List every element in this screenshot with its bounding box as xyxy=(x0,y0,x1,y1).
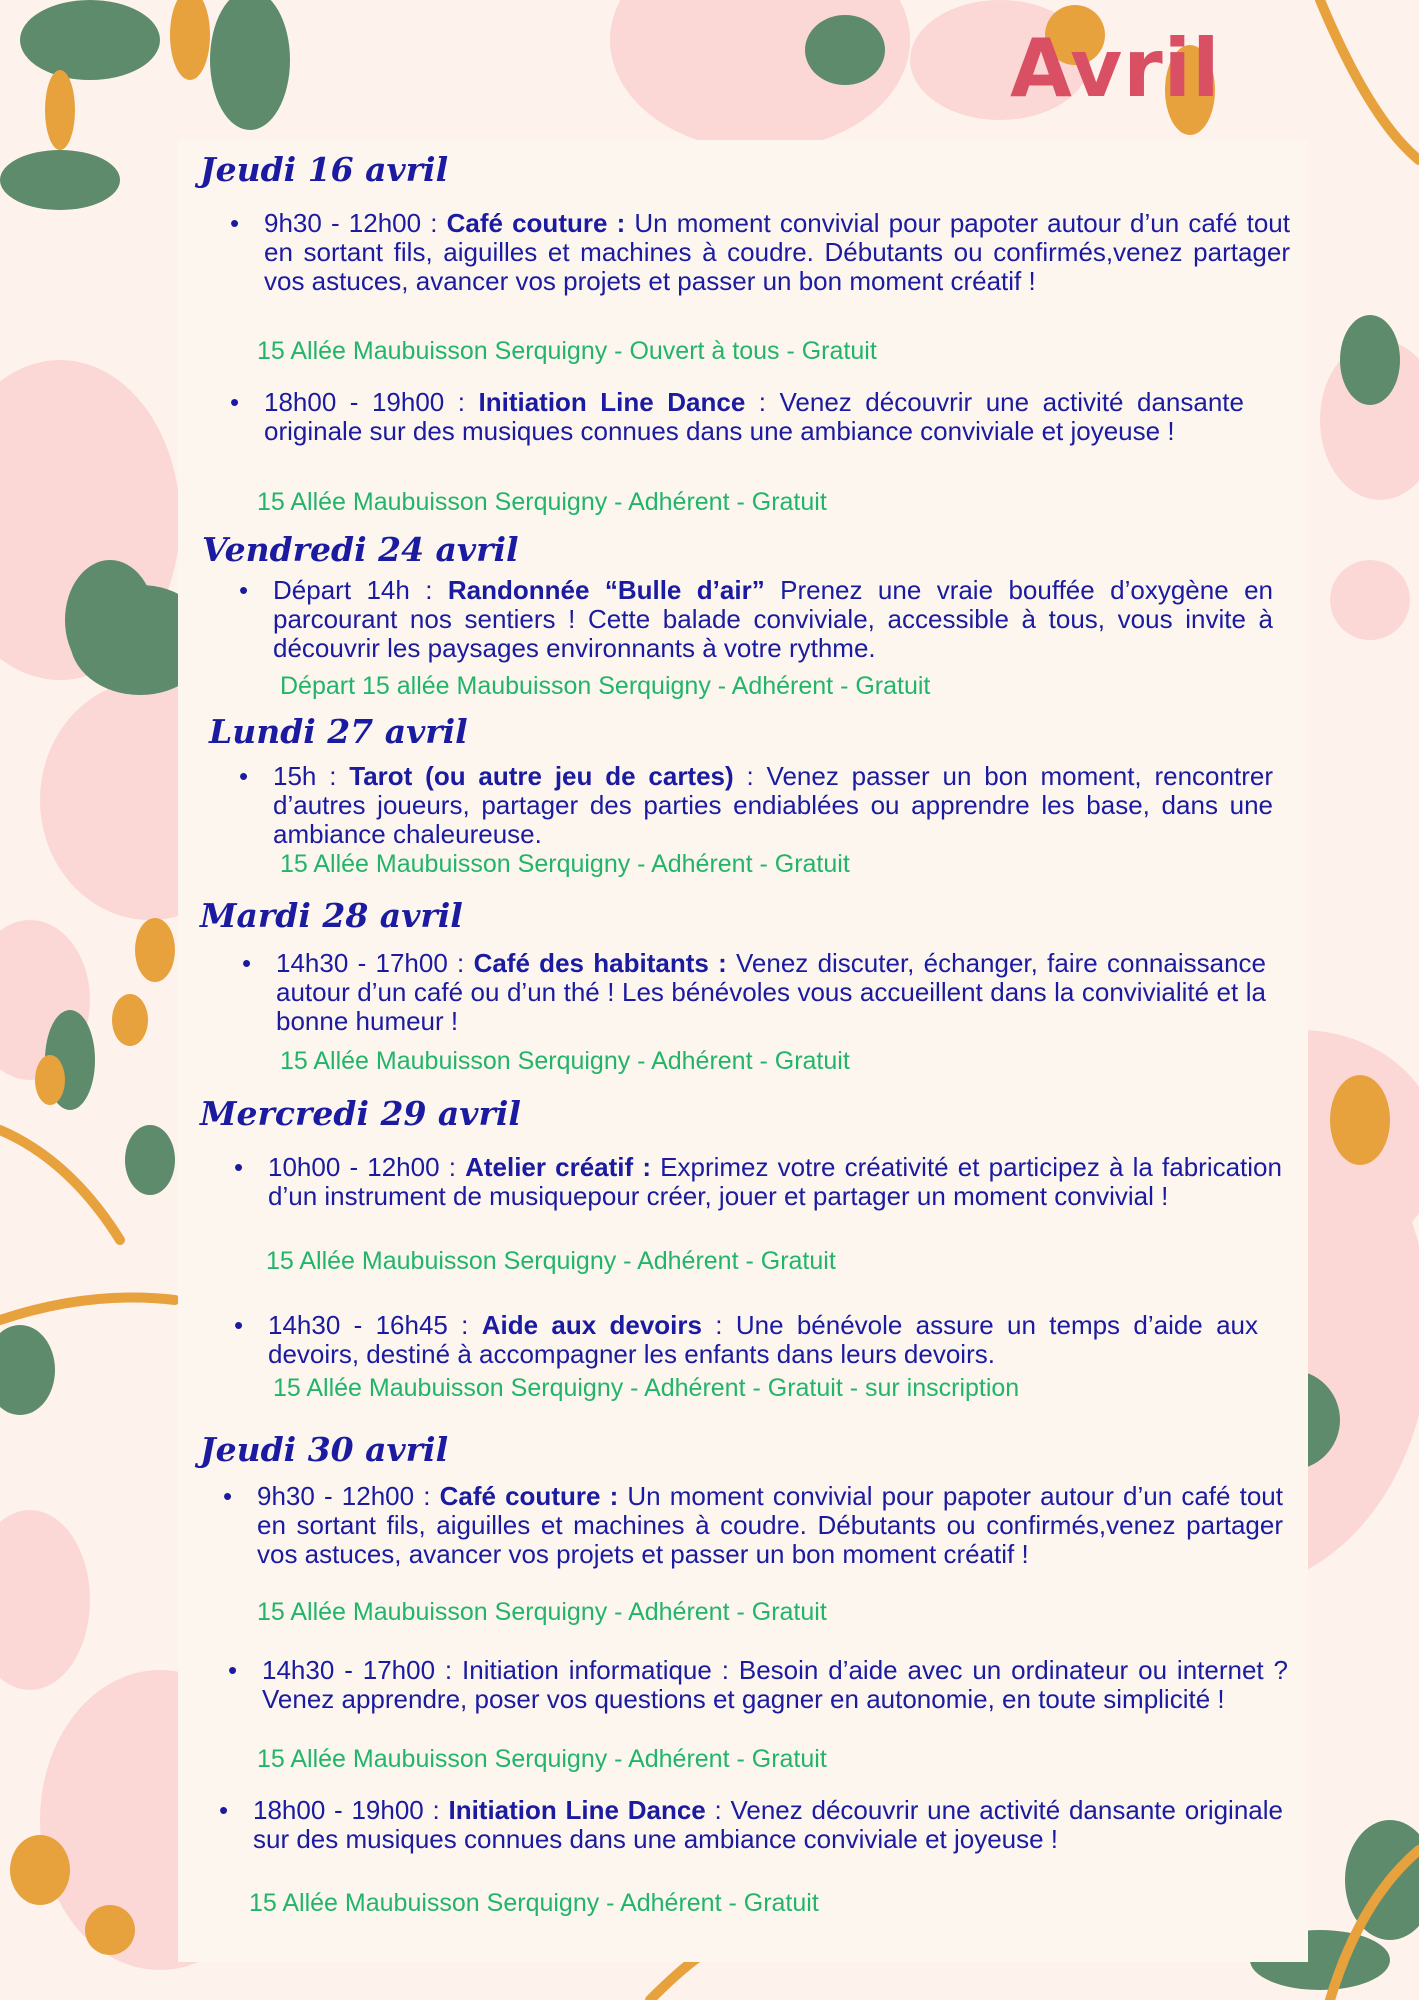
event-name: Initiation Line Dance xyxy=(478,387,746,417)
event-time: 18h00 - 19h00 : xyxy=(264,387,479,417)
event-time: 18h00 - 19h00 : xyxy=(253,1795,449,1825)
event-description: Un moment convivial pour papoter autour d’un café tout en sortant fils, aiguilles et machines à coudre. Débutants ou confirmés,venez partager vos astuces, avancer vos projets et passer un bon moment créatif ! xyxy=(264,208,1290,296)
event-time: 14h30 - 17h00 : Initiation informatique : Besoin d’aide avec un ordinateur ou internet ? Venez apprendre, poser vos questions et gagner en autonomie, en toute simplicité ! xyxy=(262,1655,1288,1714)
event-location: Départ 15 allée Maubuisson Serquigny - Adhérent - Gratuit xyxy=(280,672,931,700)
bullet-icon: • xyxy=(242,948,252,978)
day-heading-thu-30: Jeudi 30 avril xyxy=(200,1430,449,1469)
bullet-icon: • xyxy=(219,1795,229,1825)
event-name: Aide aux devoirs xyxy=(481,1310,702,1340)
event-description: : Venez découvrir une activité dansante originale sur des musiques connues dans une ambiance conviviale et joyeuse ! xyxy=(264,387,1244,446)
event-description: : Une bénévole assure un temps d’aide aux devoirs, destiné à accompagner les enfants dans leurs devoirs. xyxy=(268,1310,1258,1369)
month-title: Avril xyxy=(1010,22,1221,115)
event-tarot xyxy=(239,761,1273,849)
event-time: 15h : xyxy=(273,761,350,791)
event-location: 15 Allée Maubuisson Serquigny - Adhérent - Gratuit xyxy=(257,1598,827,1626)
event-line-dance-2 xyxy=(219,1795,1283,1854)
event-name: Café couture : xyxy=(446,208,626,238)
event-description: : Venez découvrir une activité dansante originale sur des musiques connues dans une ambiance conviviale et joyeuse ! xyxy=(253,1795,1283,1854)
day-heading-fri-24: Vendredi 24 avril xyxy=(202,530,519,569)
event-informatique xyxy=(228,1655,1288,1714)
event-location: 15 Allée Maubuisson Serquigny - Adhérent - Gratuit xyxy=(249,1889,819,1917)
event-cafe-couture-2 xyxy=(223,1481,1283,1569)
event-location: 15 Allée Maubuisson Serquigny - Adhérent - Gratuit xyxy=(257,488,827,516)
day-heading-wed-29: Mercredi 29 avril xyxy=(200,1094,521,1133)
event-aide-devoirs xyxy=(234,1310,1258,1369)
event-time: 9h30 - 12h00 : xyxy=(257,1481,440,1511)
event-time: 14h30 - 16h45 : xyxy=(268,1310,482,1340)
event-line-dance xyxy=(230,387,1244,446)
event-name: Café couture : xyxy=(439,1481,619,1511)
event-randonnee xyxy=(239,575,1273,663)
event-name: Tarot (ou autre jeu de cartes) xyxy=(349,761,734,791)
bullet-icon: • xyxy=(223,1481,233,1511)
event-time: 14h30 - 17h00 : xyxy=(276,948,474,978)
bullet-icon: • xyxy=(234,1152,244,1182)
event-location: 15 Allée Maubuisson Serquigny - Adhérent - Gratuit - sur inscription xyxy=(273,1374,1020,1402)
bullet-icon: • xyxy=(239,575,249,605)
event-description: Venez discuter, échanger, faire connaissance autour d’un café ou d’un thé ! Les bénévoles vous accueillent dans la convivialité et la bonne humeur ! xyxy=(276,948,1266,1036)
day-heading-tue-28: Mardi 28 avril xyxy=(200,896,463,935)
event-name: Atelier créatif : xyxy=(465,1152,651,1182)
event-name: Randonnée “Bulle d’air” xyxy=(447,575,765,605)
event-atelier-creatif xyxy=(234,1152,1282,1211)
bullet-icon: • xyxy=(234,1310,244,1340)
event-time: 9h30 - 12h00 : xyxy=(264,208,447,238)
event-description: Exprimez votre créativité et participez à la fabrication d’un instrument de musiquepour créer, jouer et partager un moment convivial ! xyxy=(268,1152,1282,1211)
event-location: 15 Allée Maubuisson Serquigny - Adhérent - Gratuit xyxy=(280,1047,850,1075)
day-heading-mon-27: Lundi 27 avril xyxy=(209,712,468,751)
event-cafe-habitants xyxy=(242,948,1266,1036)
event-cafe-couture xyxy=(230,208,1290,296)
bullet-icon: • xyxy=(230,387,240,417)
bullet-icon: • xyxy=(230,208,240,238)
event-location: 15 Allée Maubuisson Serquigny - Adhérent - Gratuit xyxy=(280,850,850,878)
event-name: Café des habitants : xyxy=(473,948,727,978)
event-location: 15 Allée Maubuisson Serquigny - Adhérent - Gratuit xyxy=(257,1745,827,1773)
event-name: Initiation Line Dance xyxy=(448,1795,706,1825)
day-heading-thu-16: Jeudi 16 avril xyxy=(200,150,449,189)
event-location: 15 Allée Maubuisson Serquigny - Ouvert à tous - Gratuit xyxy=(257,337,877,365)
event-description: Un moment convivial pour papoter autour d’un café tout en sortant fils, aiguilles et machines à coudre. Débutants ou confirmés,venez partager vos astuces, avancer vos projets et passer un bon moment créatif ! xyxy=(257,1481,1283,1569)
event-location: 15 Allée Maubuisson Serquigny - Adhérent - Gratuit xyxy=(266,1247,836,1275)
event-description: Prenez une vraie bouffée d’oxygène en parcourant nos sentiers ! Cette balade conviviale, accessible à tous, vous invite à découvrir les paysages environnants à votre rythme. xyxy=(273,575,1273,663)
event-description: : Venez passer un bon moment, rencontrer d’autres joueurs, partager des parties endiablées ou apprendre les base, dans une ambiance chaleureuse. xyxy=(273,761,1273,849)
bullet-icon: • xyxy=(239,761,249,791)
event-time: 10h00 - 12h00 : xyxy=(268,1152,466,1182)
bullet-icon: • xyxy=(228,1655,238,1685)
event-time: Départ 14h : xyxy=(273,575,448,605)
